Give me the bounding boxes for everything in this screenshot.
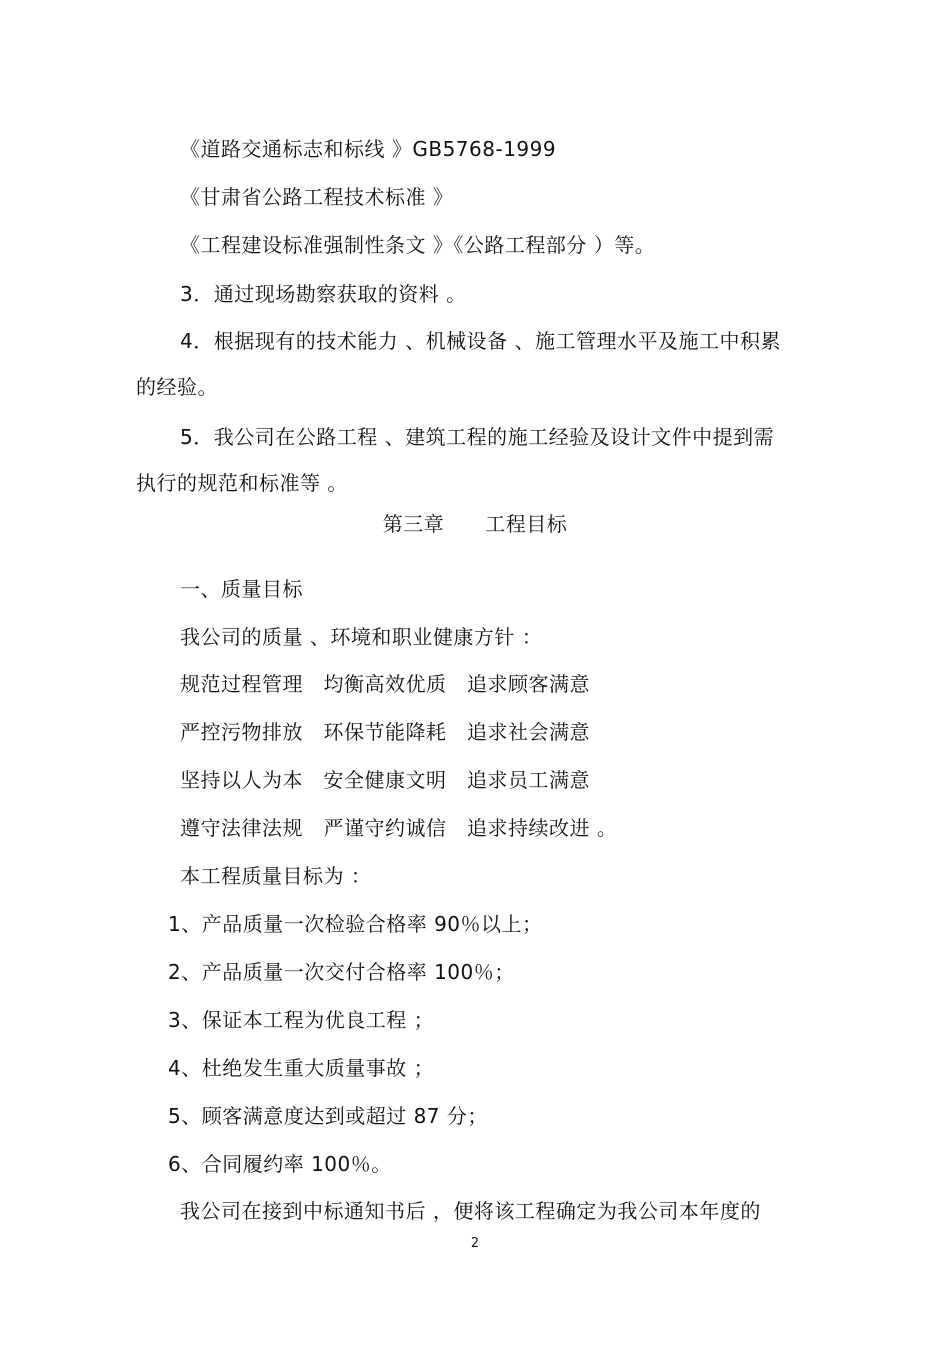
quality-goal-3: 3、保证本工程为优良工程 ； xyxy=(168,1008,435,1032)
basis-item-4-continued: 的经验。 xyxy=(136,375,218,399)
standard-reference-mandatory: 《工程建设标准强制性条文 》《公路工程部分 ）等。 xyxy=(180,233,656,257)
policy-line-2: 严控污物排放 环保节能降耗 追求社会满意 xyxy=(180,720,590,744)
policy-line-3: 坚持以人为本 安全健康文明 追求员工满意 xyxy=(180,768,590,792)
section-heading-quality: 一、质量目标 xyxy=(180,577,303,601)
quality-goal-2: 2、产品质量一次交付合格率 100％； xyxy=(168,960,515,984)
chapter-heading: 第三章 工程目标 xyxy=(382,512,568,536)
page-number: 2 xyxy=(470,1236,480,1251)
standard-reference-gansu: 《甘肃省公路工程技术标准 》 xyxy=(180,185,454,209)
standard-reference-road-signs: 《道路交通标志和标线 》GB5768-1999 xyxy=(180,137,557,161)
policy-line-1: 规范过程管理 均衡高效优质 追求顾客满意 xyxy=(180,672,590,696)
quality-goal-6: 6、合同履约率 100％。 xyxy=(168,1152,392,1176)
quality-goal-5: 5、顾客满意度达到或超过 87 分； xyxy=(168,1104,488,1128)
closing-paragraph: 我公司在接到中标通知书后 ，便将该工程确定为我公司本年度的 xyxy=(180,1199,761,1223)
policy-line-4: 遵守法律法规 严谨守约诚信 追求持续改进 。 xyxy=(180,816,618,840)
basis-item-5: 5．我公司在公路工程 、建筑工程的施工经验及设计文件中提到需 xyxy=(180,425,775,449)
quality-goal-4: 4、杜绝发生重大质量事故 ； xyxy=(168,1056,435,1080)
basis-item-3: 3．通过现场勘察获取的资料 。 xyxy=(180,282,467,306)
quality-goal-1: 1、产品质量一次检验合格率 90％以上； xyxy=(168,912,543,936)
policy-intro: 我公司的质量 、环境和职业健康方针 ： xyxy=(180,625,543,649)
basis-item-5-continued: 执行的规范和标准等 。 xyxy=(136,471,348,495)
quality-goal-intro: 本工程质量目标为 ： xyxy=(180,864,372,888)
basis-item-4: 4．根据现有的技术能力 、机械设备 、施工管理水平及施工中积累 xyxy=(180,329,781,353)
